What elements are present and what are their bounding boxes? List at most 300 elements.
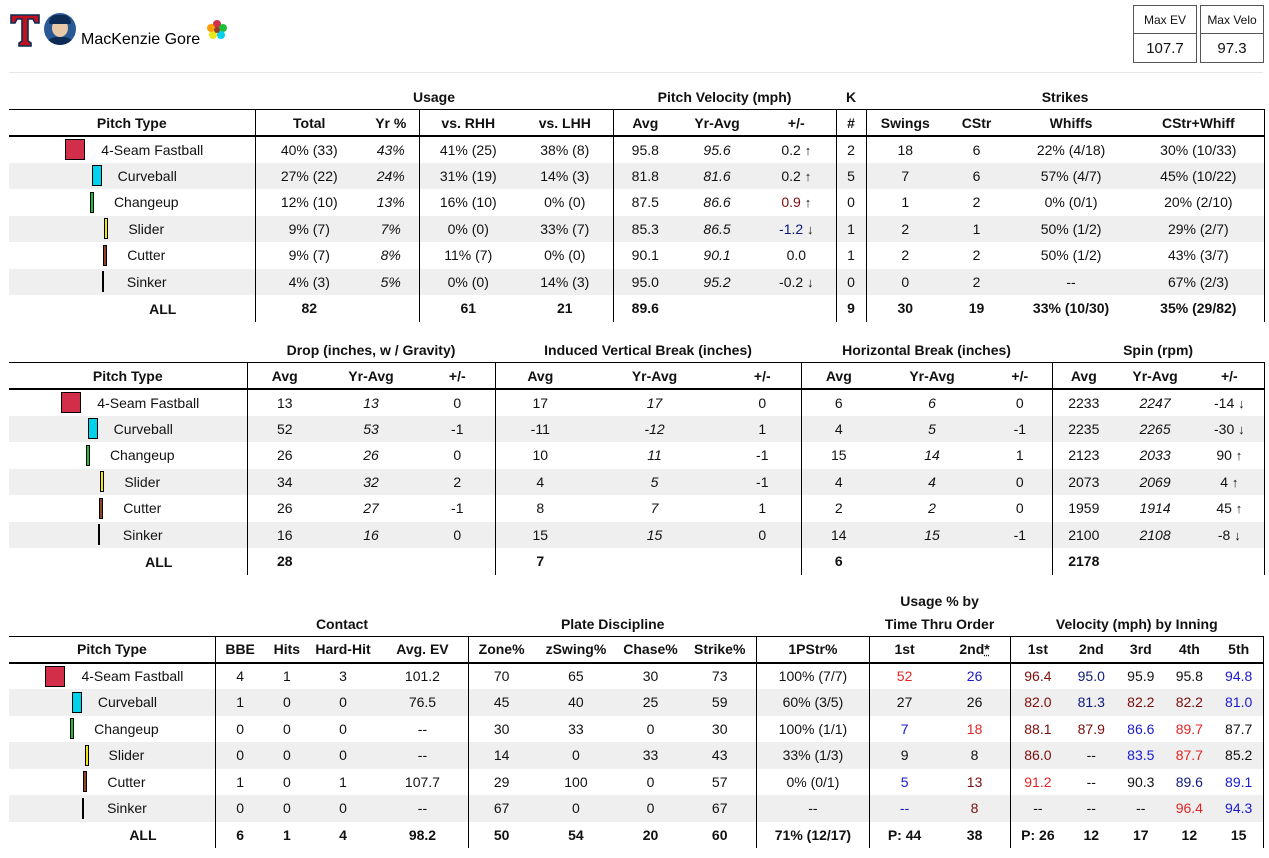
spin-diff-cell: 45 ↑ (1195, 495, 1264, 522)
pitch-name: Slider (128, 220, 165, 237)
all-row-label: ALL (149, 300, 177, 317)
cstr-whiff-cell: 29% (2/7) (1133, 216, 1264, 243)
velo-avg-cell: 95.0 (613, 269, 677, 296)
pitch-name: 4-Seam Fastball (101, 141, 204, 158)
hard-hit-cell: 3 (339, 668, 347, 685)
total-cell: 12% (10) (255, 189, 363, 216)
col-cstr-whiff[interactable]: CStr+Whiff (1133, 110, 1264, 137)
cstr-whiff-cell: 67% (2/3) (1133, 269, 1264, 296)
zone-pct-cell: 70 (469, 663, 534, 690)
group-drop: Drop (inches, w / Gravity) (247, 336, 495, 363)
whiffs-cell: 50% (1/2) (1009, 216, 1133, 243)
k-count-cell: 0 (836, 269, 866, 296)
col-tto-2nd-footnote[interactable]: * (984, 641, 990, 657)
ivb-avg-cell: 10 (495, 442, 585, 469)
pitch-color-swatch (70, 718, 74, 739)
swings-cell: 2 (866, 242, 944, 269)
trend-arrow-icon: ↑ (1235, 501, 1243, 517)
drop-avg-cell: 16 (247, 522, 322, 549)
vs-lhh-cell: 0% (0) (544, 194, 586, 211)
tto-1st-cell: 52 (869, 663, 939, 690)
zswing-pct-cell: 54 (568, 826, 584, 843)
hits-cell: 0 (264, 689, 309, 716)
trend-arrow-icon: ↑ (804, 195, 812, 211)
col-velo-diff[interactable]: +/- (757, 110, 836, 137)
pitch-type-cell (9, 269, 255, 296)
pitch-name: Curveball (113, 420, 173, 437)
pitch-color-swatch (86, 445, 90, 466)
group-velocity-by-inning: Velocity (mph) by Inning (1010, 613, 1263, 636)
avg-ev-cell: -- (377, 795, 469, 822)
inning-2nd-cell: 81.3 (1065, 689, 1117, 716)
inning-3rd-cell: 95.9 (1127, 668, 1155, 685)
avg-ev-cell: -- (417, 720, 428, 737)
inning-4th-cell: 89.7 (1175, 720, 1203, 737)
spin-yr-avg-cell: 2265 (1115, 416, 1195, 443)
table-row (9, 242, 1264, 269)
hits-cell: 0 (264, 742, 309, 769)
inning-1st-cell: 86.0 (1010, 742, 1065, 769)
drop-yr-avg-cell: 53 (322, 416, 420, 443)
inning-2nd-cell: 95.0 (1077, 668, 1105, 685)
inning-5th-cell: 94.3 (1214, 795, 1263, 822)
strike-pct-cell: 43 (683, 742, 757, 769)
col-spin-avg[interactable]: Avg (1052, 363, 1115, 390)
pitch-name: Changeup (109, 447, 175, 464)
tto-1st-cell: 27 (869, 689, 939, 716)
hb-yr-avg-cell: 4 (876, 469, 988, 496)
col-k-count[interactable]: # (836, 110, 866, 137)
1pstr-cell: -- (757, 795, 869, 822)
table-row (9, 216, 1264, 243)
table-row (9, 742, 1264, 769)
table-row (9, 189, 1264, 216)
hard-hit-cell: 0 (339, 720, 347, 737)
max-velo-box (1200, 5, 1264, 63)
pitch-name: 4-Seam Fastball (81, 668, 184, 685)
pitch-color-swatch (103, 245, 107, 266)
hits-cell: 1 (282, 826, 291, 843)
hard-hit-cell: 1 (339, 773, 347, 790)
bbe-cell: 4 (215, 663, 264, 690)
group-strikes: Strikes (866, 83, 1264, 110)
swings-cell: 1 (866, 189, 944, 216)
whiffs-cell: 57% (4/7) (1009, 163, 1133, 190)
pitch-color-swatch (88, 418, 98, 439)
inning-2nd-cell: 12 (1083, 826, 1100, 843)
spin-avg-cell: 2100 (1052, 522, 1115, 549)
vs-rhh-cell: 11% (7) (419, 242, 517, 269)
drop-diff-cell: 2 (420, 469, 495, 496)
pitch-name: Sinker (122, 526, 163, 543)
ivb-yr-avg-cell: 17 (646, 394, 663, 411)
inning-4th-cell: 82.2 (1164, 689, 1214, 716)
cstr-cell: 6 (972, 141, 981, 158)
pitch-type-cell (9, 136, 255, 163)
yr-pct-cell: 24% (363, 163, 419, 190)
avg-ev-cell: 101.2 (404, 668, 440, 685)
group-pitch-velocity: Pitch Velocity (mph) (613, 83, 836, 110)
all-row (9, 822, 1264, 849)
pitch-color-swatch (100, 471, 104, 492)
bbe-cell: 0 (215, 795, 264, 822)
col-1pstr-pct[interactable]: 1PStr% (757, 636, 869, 663)
table-row (9, 269, 1264, 296)
drop-avg-cell: 52 (247, 416, 322, 443)
hits-cell: 0 (282, 720, 291, 737)
tto-1st-cell: 5 (869, 769, 939, 796)
avg-ev-cell: 107.7 (404, 773, 440, 790)
zone-pct-cell: 29 (469, 769, 534, 796)
col-pitch-type[interactable]: Pitch Type (9, 636, 215, 663)
strike-pct-cell: 59 (683, 689, 757, 716)
tto-2nd-cell: 8 (940, 795, 1010, 822)
pitch-type-cell (9, 442, 247, 469)
spin-diff-cell: -30 ↓ (1195, 416, 1264, 443)
col-hb-diff[interactable]: +/- (988, 363, 1052, 390)
hb-diff-cell: 0 (988, 469, 1052, 496)
table-row (9, 716, 1264, 743)
table-row (9, 663, 1264, 690)
velo-diff-cell: 0.9 ↑ (781, 194, 812, 211)
tto-1st-cell: P: 44 (869, 822, 939, 849)
pitch-color-swatch (45, 666, 65, 687)
ivb-avg-cell: 4 (495, 469, 585, 496)
cstr-cell: 19 (968, 300, 985, 317)
yr-pct-cell: 8% (380, 247, 401, 264)
trend-arrow-icon: ↓ (1234, 527, 1241, 543)
pitch-color-swatch (82, 798, 84, 819)
col-hb-yr-avg[interactable]: Yr-Avg (876, 363, 988, 390)
inning-2nd-cell: -- (1065, 742, 1117, 769)
swings-cell: 2 (866, 216, 944, 243)
col-vs-rhh[interactable]: vs. RHH (419, 110, 517, 137)
spin-avg-cell: 2073 (1052, 469, 1115, 496)
1pstr-cell: 0% (0/1) (757, 769, 869, 796)
col-tto-1st[interactable]: 1st (869, 636, 939, 663)
hb-diff-cell: -1 (988, 522, 1052, 549)
col-avg-ev[interactable]: Avg. EV (377, 636, 469, 663)
pitch-type-cell (9, 522, 247, 549)
vs-lhh-cell: 14% (3) (517, 269, 613, 296)
drop-yr-avg-cell: 16 (322, 522, 420, 549)
spin-avg-cell: 2235 (1052, 416, 1115, 443)
drop-diff-cell: -1 (420, 416, 495, 443)
spin-yr-avg-cell: 1914 (1139, 500, 1171, 517)
col-strike-pct[interactable]: Strike% (683, 636, 757, 663)
inning-4th-cell: 95.8 (1175, 668, 1203, 685)
col-inning-3rd[interactable]: 3rd (1117, 636, 1164, 663)
hb-avg-cell: 15 (801, 442, 876, 469)
col-ivb-yr-avg[interactable]: Yr-Avg (585, 363, 724, 390)
tto-2nd-cell: 26 (966, 668, 983, 685)
pitch-color-swatch (99, 498, 103, 519)
table-row (9, 522, 1264, 549)
vs-rhh-cell: 0% (0) (419, 269, 517, 296)
pitch-color-swatch (65, 139, 85, 160)
pitch-type-cell (9, 795, 215, 822)
tto-1st-cell: 7 (869, 716, 939, 743)
hb-yr-avg-cell: 6 (928, 394, 936, 411)
chase-pct-cell: 30 (642, 668, 659, 685)
group-usage-by: Usage % by (869, 590, 1010, 613)
drop-avg-cell: 26 (247, 495, 322, 522)
pitch-color-swatch (61, 392, 81, 413)
col-total[interactable]: Total (255, 110, 363, 137)
pitch-type-cell (9, 389, 247, 416)
zswing-pct-cell: 0 (534, 795, 618, 822)
strike-pct-cell: 73 (711, 668, 728, 685)
swings-cell: 30 (866, 295, 944, 322)
hard-hit-cell: 0 (309, 795, 376, 822)
pitch-name: Cutter (107, 773, 146, 790)
ivb-avg-cell: 17 (495, 389, 585, 416)
drop-diff-cell: -1 (451, 500, 464, 517)
hb-yr-avg-cell: 5 (876, 416, 988, 443)
col-pitch-type[interactable]: Pitch Type (9, 363, 247, 390)
hb-avg-cell: 14 (801, 522, 876, 549)
zone-pct-cell: 14 (469, 742, 534, 769)
cstr-cell: 2 (972, 194, 981, 211)
zone-pct-cell: 30 (469, 716, 534, 743)
col-ivb-avg[interactable]: Avg (495, 363, 585, 390)
pitch-name: Slider (108, 747, 145, 764)
bbe-cell: 0 (215, 742, 264, 769)
col-zone-pct[interactable]: Zone% (469, 636, 534, 663)
hb-avg-cell: 4 (801, 416, 876, 443)
hits-cell: 1 (282, 668, 291, 685)
ivb-diff-cell: 0 (758, 394, 767, 411)
tto-1st-cell: 9 (869, 742, 939, 769)
pitch-type-cell (9, 663, 215, 690)
ivb-diff-cell: 0 (724, 522, 801, 549)
col-drop-avg[interactable]: Avg (247, 363, 322, 390)
col-pitch-type[interactable]: Pitch Type (9, 110, 255, 137)
pitch-mix-flower-icon (206, 19, 228, 41)
col-whiffs[interactable]: Whiffs (1009, 110, 1133, 137)
velo-yr-avg-cell: 86.5 (677, 216, 757, 243)
velo-yr-avg-cell: 95.6 (703, 141, 731, 158)
tto-2nd-cell: 18 (966, 720, 983, 737)
swings-cell: 18 (866, 136, 944, 163)
hard-hit-cell: 0 (309, 742, 376, 769)
zone-pct-cell: 45 (469, 689, 534, 716)
vs-rhh-cell: 16% (10) (419, 189, 517, 216)
spin-yr-avg-cell: 2069 (1115, 469, 1195, 496)
velo-yr-avg-cell: 86.6 (703, 194, 731, 211)
hb-yr-avg-cell: 14 (924, 447, 940, 464)
col-velo-yr-avg[interactable]: Yr-Avg (677, 110, 757, 137)
pitch-type-cell (9, 163, 255, 190)
vs-lhh-cell: 14% (3) (517, 163, 613, 190)
hb-avg-cell: 6 (801, 548, 876, 575)
zswing-pct-cell: 65 (568, 668, 584, 685)
drop-diff-cell: 0 (420, 522, 495, 549)
pitch-name: Sinker (107, 800, 147, 817)
inning-5th-cell: 94.8 (1214, 663, 1263, 690)
col-ivb-diff[interactable]: +/- (724, 363, 801, 390)
inning-5th-cell: 85.2 (1214, 742, 1263, 769)
trend-arrow-icon: ↑ (1231, 474, 1239, 490)
pitch-color-swatch (83, 771, 87, 792)
spin-diff-cell: -8 ↓ (1195, 522, 1264, 549)
bbe-cell: 0 (215, 716, 264, 743)
inning-1st-cell: 82.0 (1010, 689, 1065, 716)
col-vs-lhh[interactable]: vs. LHH (517, 110, 613, 137)
velo-diff-cell: 0.2 ↑ (757, 163, 836, 190)
pitch-type-cell (9, 742, 215, 769)
inning-4th-cell: 87.7 (1164, 742, 1214, 769)
inning-5th-cell: 81.0 (1214, 689, 1263, 716)
col-zswing-pct[interactable]: zSwing% (534, 636, 618, 663)
inning-1st-cell: P: 26 (1010, 822, 1065, 849)
col-inning-5th[interactable]: 5th (1214, 636, 1263, 663)
pitch-name: Cutter (127, 247, 166, 264)
drop-diff-cell: 0 (453, 447, 462, 464)
col-inning-4th[interactable]: 4th (1164, 636, 1214, 663)
pitch-color-swatch (72, 692, 82, 713)
pitch-type-cell (9, 189, 255, 216)
ivb-yr-avg-cell: 11 (647, 447, 662, 464)
vs-rhh-cell: 31% (19) (419, 163, 517, 190)
k-count-cell: 1 (836, 242, 866, 269)
pitch-name: Curveball (97, 694, 157, 711)
cstr-whiff-cell: 35% (29/82) (1133, 295, 1264, 322)
pitch-type-cell (9, 495, 247, 522)
zone-pct-cell: 67 (469, 795, 534, 822)
col-hard-hit[interactable]: Hard-Hit (309, 636, 376, 663)
col-velo-avg[interactable]: Avg (613, 110, 677, 137)
hb-yr-avg-cell: 2 (928, 500, 936, 517)
trend-arrow-icon: ↑ (804, 168, 812, 184)
drop-avg-cell: 34 (247, 469, 322, 496)
col-yr-pct[interactable]: Yr % (363, 110, 419, 137)
spin-avg-cell: 2233 (1052, 389, 1115, 416)
vs-rhh-cell: 61 (419, 295, 517, 322)
col-swings[interactable]: Swings (866, 110, 944, 137)
1pstr-cell: 60% (3/5) (757, 689, 869, 716)
1pstr-cell: 71% (12/17) (757, 822, 869, 849)
max-velo-value: 97.3 (1217, 40, 1247, 57)
bbe-cell: 1 (215, 689, 264, 716)
hits-cell: 0 (282, 773, 291, 790)
vs-rhh-cell: 0% (0) (419, 216, 517, 243)
hb-avg-cell: 4 (801, 469, 876, 496)
ivb-yr-avg-cell: 7 (650, 500, 659, 517)
trend-arrow-icon: ↑ (1235, 448, 1243, 464)
velo-yr-avg-cell: 81.6 (677, 163, 757, 190)
col-bbe[interactable]: BBE (215, 636, 264, 663)
col-drop-diff[interactable]: +/- (420, 363, 495, 390)
max-ev-value: 107.7 (1146, 40, 1184, 57)
group-k: K (836, 83, 866, 110)
table-row (9, 469, 1264, 496)
cstr-cell: 1 (944, 216, 1009, 243)
inning-3rd-cell: 82.2 (1117, 689, 1164, 716)
all-row-label: ALL (129, 827, 157, 844)
pitch-color-swatch (104, 218, 108, 239)
inning-3rd-cell: 90.3 (1127, 773, 1155, 790)
trend-arrow-icon: ↓ (807, 221, 814, 237)
velo-yr-avg-cell: 90.1 (703, 247, 731, 264)
col-hits[interactable]: Hits (264, 636, 309, 663)
cstr-whiff-cell: 43% (3/7) (1133, 242, 1264, 269)
ivb-yr-avg-cell: 15 (585, 522, 724, 549)
spin-yr-avg-cell: 2108 (1115, 522, 1195, 549)
drop-yr-avg-cell: 26 (363, 447, 379, 464)
ivb-yr-avg-cell: -12 (585, 416, 724, 443)
drop-yr-avg-cell: 13 (363, 394, 379, 411)
hb-diff-cell: 0 (1015, 394, 1024, 411)
velo-diff-cell: -0.2 ↓ (757, 269, 836, 296)
total-cell: 82 (255, 295, 363, 322)
player-avatar (44, 13, 76, 45)
velo-yr-avg-cell: 95.2 (677, 269, 757, 296)
pitch-name: Sinker (126, 273, 167, 290)
pitch-type-cell (9, 216, 255, 243)
spin-avg-cell: 2178 (1052, 548, 1115, 575)
total-cell: 9% (7) (255, 216, 363, 243)
zswing-pct-cell: 0 (534, 742, 618, 769)
velo-avg-cell: 90.1 (613, 242, 677, 269)
spin-avg-cell: 2123 (1052, 442, 1115, 469)
player-name: MacKenzie Gore (81, 31, 201, 48)
table-row (9, 689, 1264, 716)
avg-ev-cell: -- (377, 742, 469, 769)
col-hb-avg[interactable]: Avg (801, 363, 876, 390)
whiffs-cell: -- (1009, 269, 1133, 296)
pitch-color-swatch (98, 524, 100, 545)
usage-velocity-strikes-table (9, 83, 1265, 322)
vs-lhh-cell: 38% (8) (540, 141, 590, 158)
drop-yr-avg-cell: 32 (322, 469, 420, 496)
inning-1st-cell: -- (1010, 795, 1065, 822)
spin-diff-cell: 90 ↑ (1195, 442, 1264, 469)
col-inning-2nd[interactable]: 2nd (1065, 636, 1117, 663)
inning-5th-cell: 89.1 (1214, 769, 1263, 796)
pitch-name: 4-Seam Fastball (97, 394, 200, 411)
velo-avg-cell: 85.3 (613, 216, 677, 243)
all-row (9, 295, 1264, 322)
vs-rhh-cell: 41% (25) (419, 136, 517, 163)
1pstr-cell: 33% (1/3) (757, 742, 869, 769)
inning-3rd-cell: 83.5 (1117, 742, 1164, 769)
total-cell: 27% (22) (255, 163, 363, 190)
drop-avg-cell: 13 (247, 389, 322, 416)
pitch-type-cell (9, 769, 215, 796)
group-spin: Spin (rpm) (1052, 336, 1264, 363)
col-chase-pct[interactable]: Chase% (618, 636, 683, 663)
col-inning-1st[interactable]: 1st (1010, 636, 1065, 663)
drop-avg-cell: 28 (247, 548, 322, 575)
bbe-cell: 6 (215, 822, 264, 849)
pitch-color-swatch (90, 192, 94, 213)
whiffs-cell: 33% (10/30) (1032, 300, 1110, 317)
1pstr-cell: 100% (7/7) (757, 663, 869, 690)
col-spin-yr-avg[interactable]: Yr-Avg (1115, 363, 1195, 390)
col-spin-diff[interactable]: +/- (1195, 363, 1264, 390)
pitch-color-swatch (85, 745, 89, 766)
pitch-name: Changeup (113, 194, 179, 211)
inning-4th-cell: 89.6 (1175, 773, 1203, 790)
col-drop-yr-avg[interactable]: Yr-Avg (322, 363, 420, 390)
col-cstr[interactable]: CStr (944, 110, 1009, 137)
velo-diff-cell: 0.0 (786, 247, 807, 264)
col-tto-2nd[interactable] (940, 636, 1010, 663)
drop-avg-cell: 26 (247, 442, 322, 469)
inning-4th-cell: 12 (1181, 826, 1198, 843)
cstr-whiff-cell: 20% (2/10) (1133, 189, 1264, 216)
